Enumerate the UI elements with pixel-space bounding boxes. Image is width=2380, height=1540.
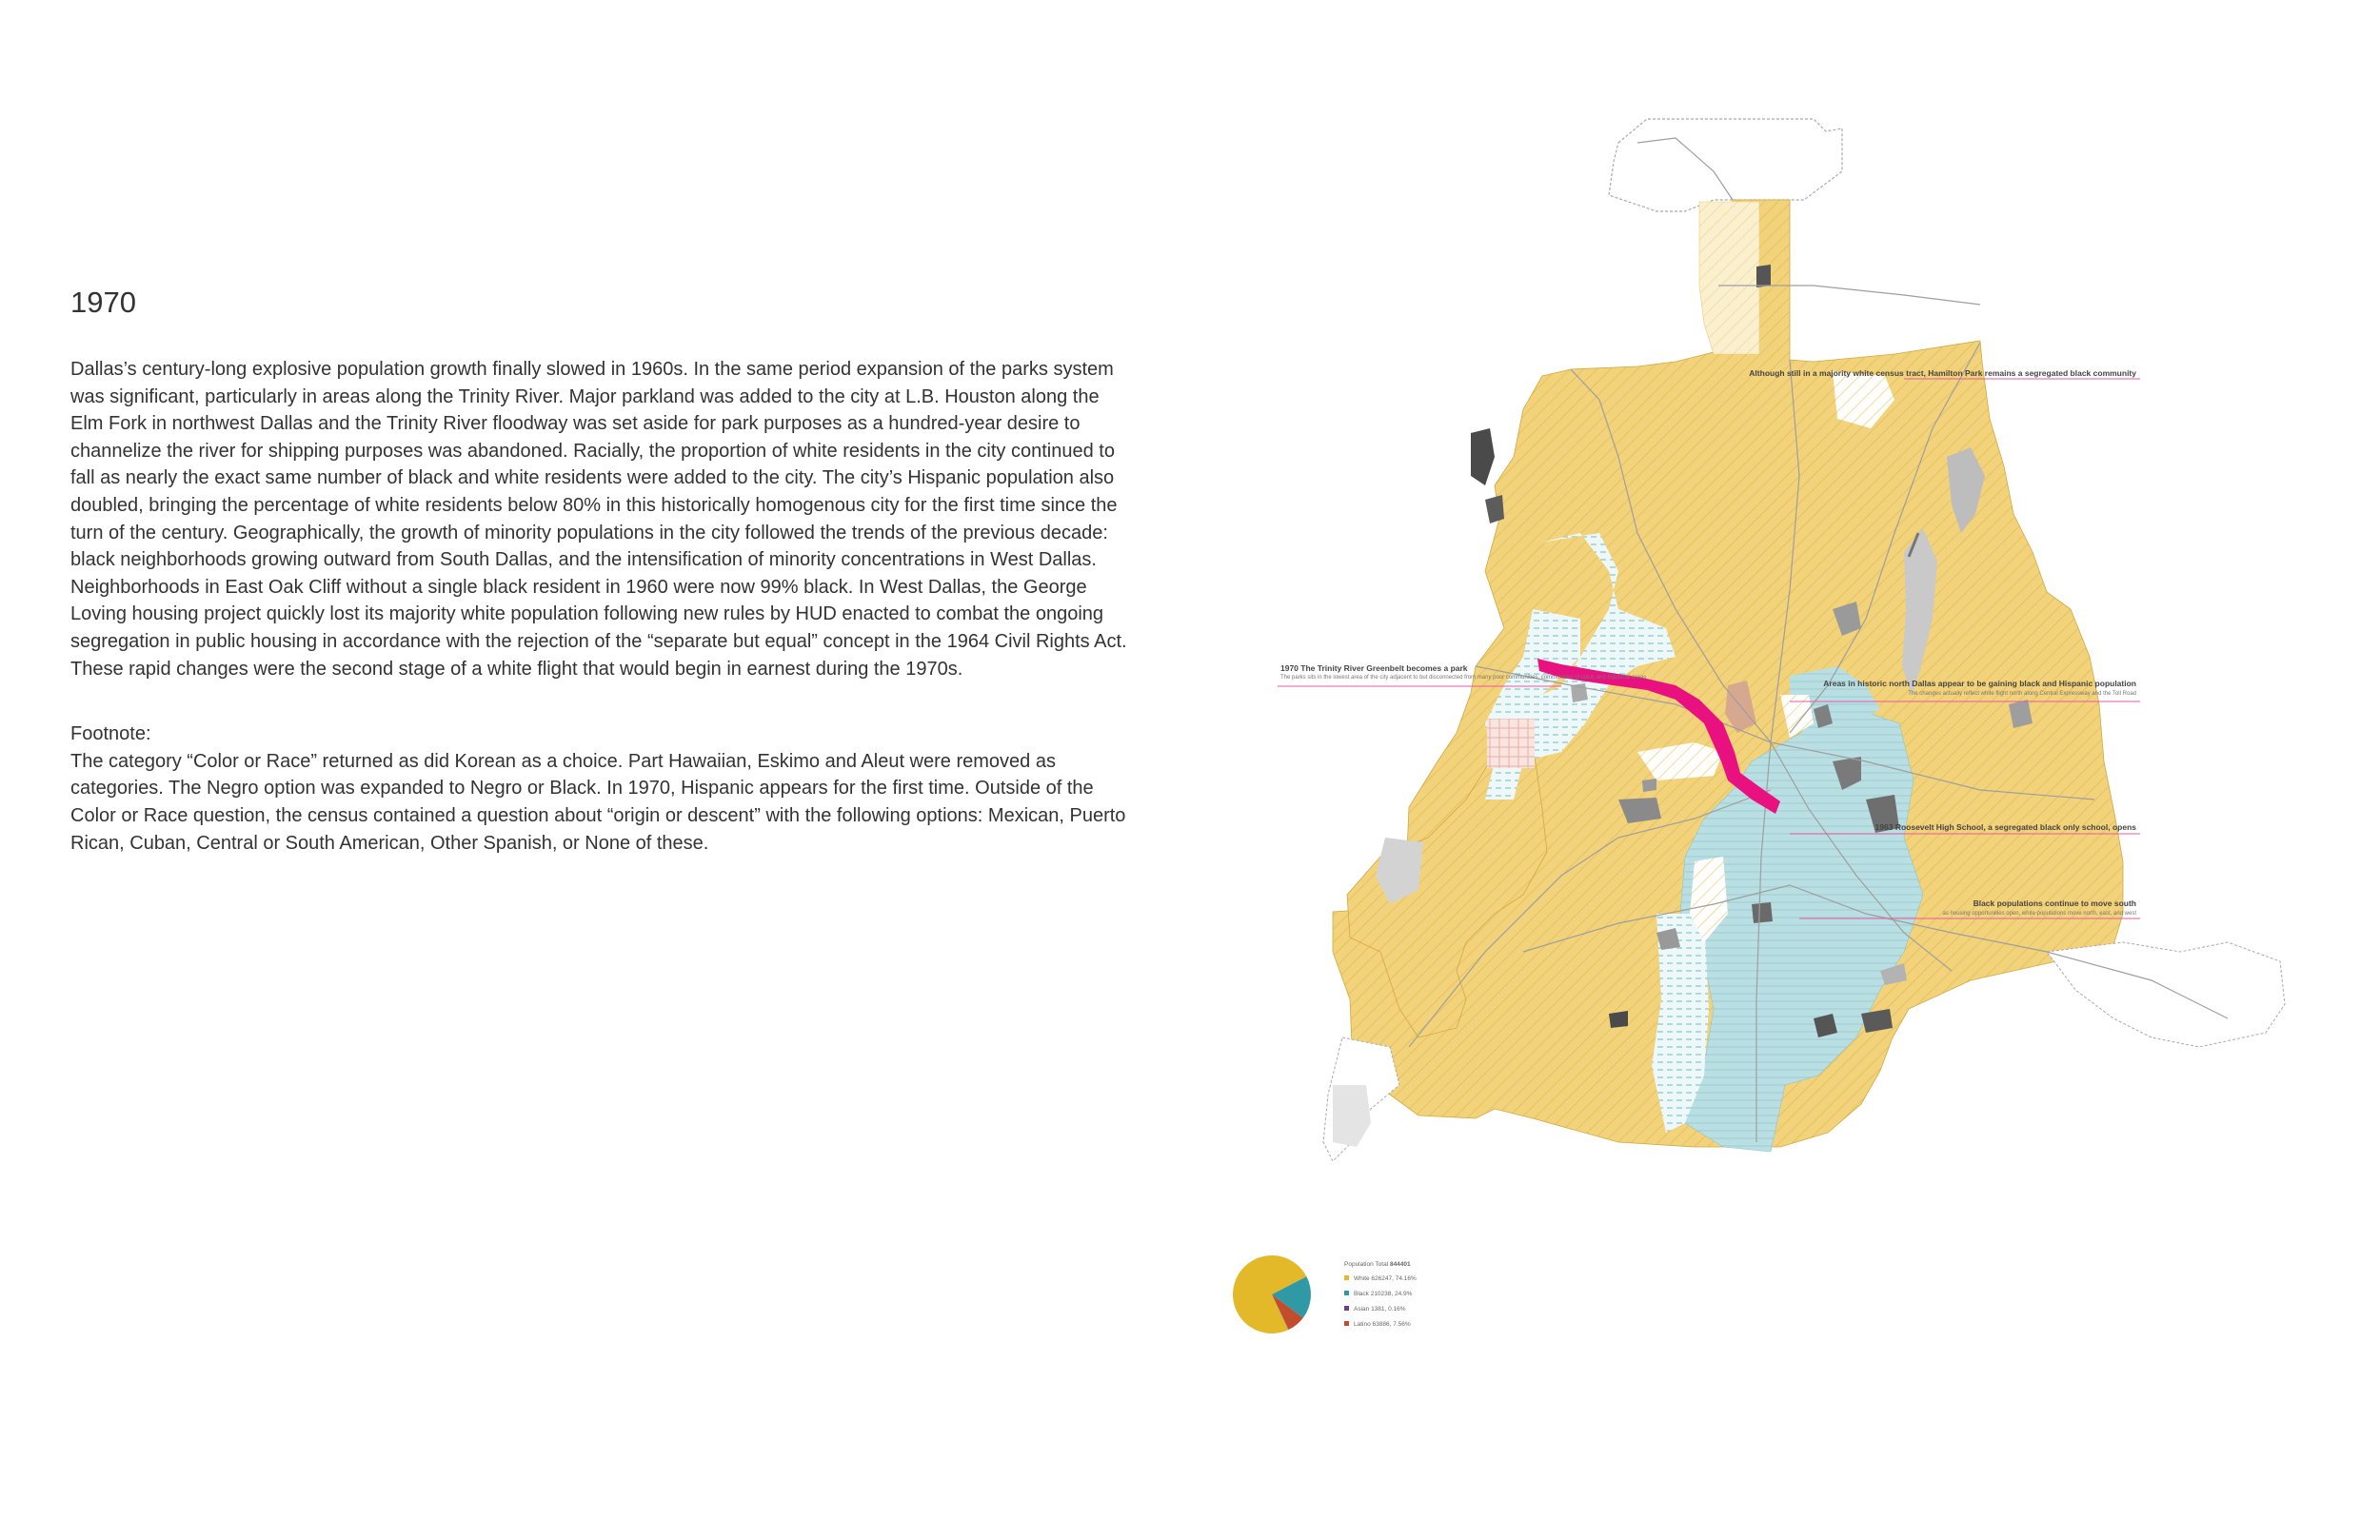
legend-item-asian: Asian 1381, 0.16% <box>1354 1306 1406 1313</box>
tract-pink-west <box>1487 719 1535 768</box>
annotation-greenbelt-sub: The parks sits in the lowest area of the city adjacent to but disconnected from many poor communities, communities of color, and industrial areas <box>1280 675 1647 681</box>
year-heading: 1970 <box>70 286 136 319</box>
svg-text:as housing opportunities open,: as housing opportunities open, white populations move north, east, and west <box>1942 911 2136 917</box>
tract-north-light <box>1699 202 1759 354</box>
park-southwest <box>1333 1085 1371 1147</box>
footnote-title: Footnote: <box>70 723 151 745</box>
legend-item-white: White 626247, 74.16% <box>1354 1275 1417 1282</box>
legend-swatch-black <box>1344 1291 1349 1295</box>
annotation-hamilton <box>1749 368 2136 378</box>
map-outline-north <box>1609 119 1842 211</box>
body-paragraph: Dallas’s century-long explosive population growth finally slowed in 1960s. In the same period expansion of the parks system was significant, particularly in areas along the Trinity River. Major parkland was added to the city at L.B. Houston along the Elm Fork in northwest Dallas and the Trinity River floodway was set aside for park purposes as a hundred-year desire to channelize the river for shipping purposes was abandoned. Racially, the proportion of white residents in the city continued to fall as nearly the exact same number of black and white residents were added to the city. The city’s Hispanic population also doubled, bringing the percentage of white residents below 80% in this historically homogenous city for the first time since the turn of the century. Geographically, the growth of minority populations in the city followed the trends of the previous decade: black neighborhoods growing outward from South Dallas, and the intensification of minority concentrations in West Dallas. Neighborhoods in East Oak Cliff without a single black resident in 1960 were now 99% black. In West Dallas, the George Loving housing project quickly lost its majority white population following new rules by HUD enacted to combat the ongoing segregation in public housing in accordance with the rejection of the “separate but equal” concept in the 1964 Civil Rights Act. These rapid changes were the second stage of a white flight that would begin in earnest during the 1970s. <box>70 359 1127 680</box>
svg-text:The changes actually reflect w: The changes actually reflect white flight north along Central Expressway and the Toll Road <box>1908 691 2136 697</box>
svg-text:1970 The Trinity River Greenbe: 1970 The Trinity River Greenbelt becomes a park <box>1280 663 1468 673</box>
svg-text:Areas in historic north Dallas: Areas in historic north Dallas appear to be gaining black and Hispanic population <box>1823 679 2136 688</box>
svg-text:Black populations continue to: Black populations continue to move south <box>1973 898 2136 908</box>
legend-total: Population Total 844401 <box>1344 1261 1411 1268</box>
legend-swatch-asian <box>1344 1306 1349 1311</box>
legend-item-latino: Latino 63886, 7.56% <box>1354 1321 1411 1328</box>
svg-text:Although still in a majority w: Although still in a majority white census tract, Hamilton Park remains a segregated black community <box>1749 368 2136 378</box>
population-legend <box>1344 1261 1417 1328</box>
map-outline-southeast <box>2047 942 2285 1047</box>
legend-item-black: Black 210238, 24.9% <box>1354 1291 1413 1297</box>
legend-swatch-white <box>1344 1275 1349 1280</box>
svg-text:1963 Roosevelt High School, a: 1963 Roosevelt High School, a segregated black only school, opens <box>1874 822 2136 832</box>
annotation-roosevelt <box>1875 822 2137 832</box>
legend-swatch-latino <box>1344 1321 1349 1326</box>
footnote-paragraph: The category “Color or Race” returned as did Korean as a choice. Part Hawaiian, Eskimo and Aleut were removed as categories. The Negro option was expanded to Negro or Black. In 1970, Hispanic appears for the first time. Outside of the Color or Race question, the census contained a question about “origin or descent” with the following options: Mexican, Puerto Rican, Cuban, Central or South American, Other Spanish, or None of these. <box>70 750 1126 854</box>
population-pie-chart <box>1233 1255 1311 1333</box>
